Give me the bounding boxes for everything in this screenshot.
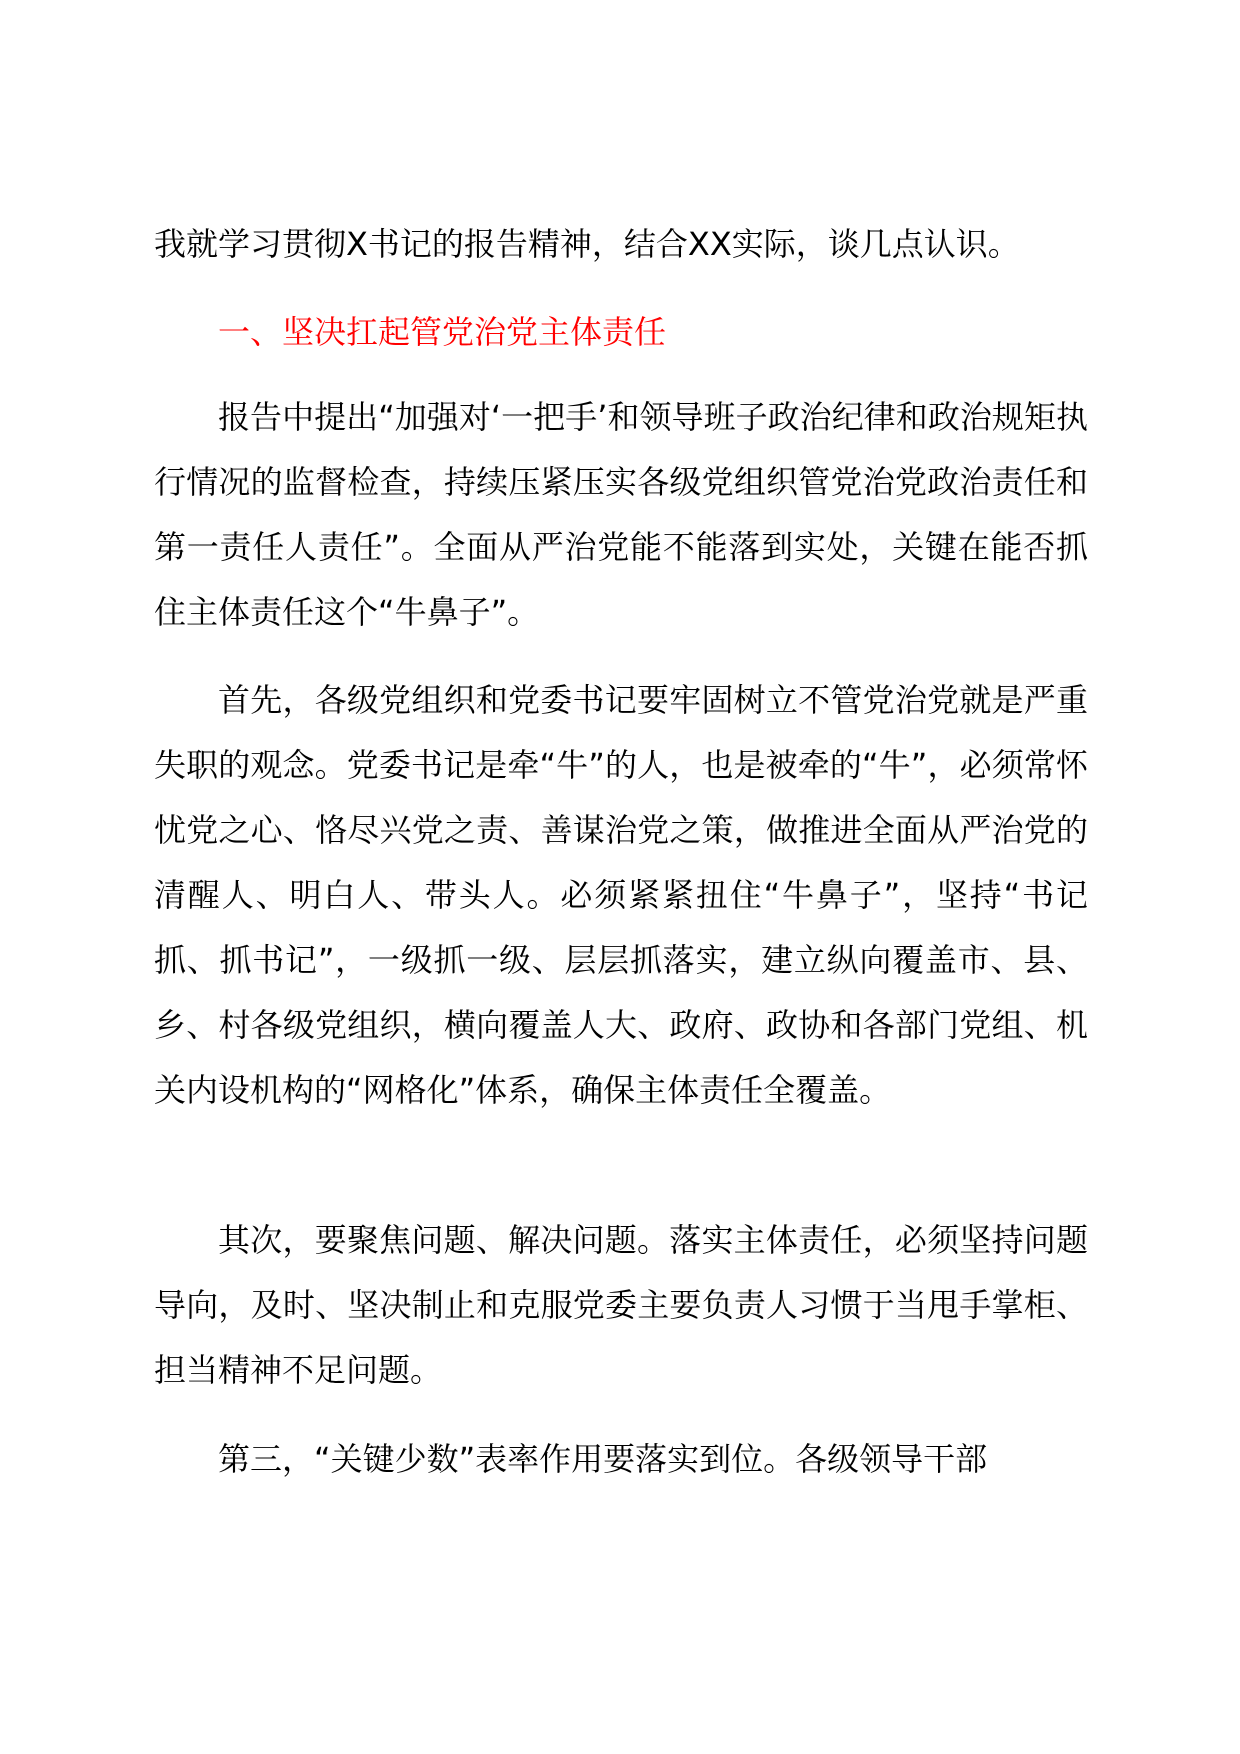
body-paragraph: 报告中提出“加强对‘一把手’和领导班子政治纪律和政治规矩执行情况的监督检查，持续压紧压实各级党组织管党治党政治责任和第一责任人责任”。全面从严治党能不能落到实处，关键在能否抓住主体责任这个“牛鼻子”。 xyxy=(154,398,1088,631)
body-paragraph: 第三，“关键少数”表率作用要落实到位。各级领导干部 xyxy=(218,1440,988,1478)
body-paragraph: 首先，各级党组织和党委书记要牢固树立不管党治党就是严重失职的观念。党委书记是牵“牛”的人，也是被牵的“牛”，必须常怀忧党之心、恪尽兴党之责、善谋治党之策，做推进全面从严治党的清醒人、明白人、带头人。必须紧紧扭住“牛鼻子”，坚持“书记抓、抓书记”，一级抓一级、层层抓落实，建立纵向覆盖市、县、乡、村各级党组织，横向覆盖人大、政府、政协和各部门党组、机关内设机构的“网格化”体系，确保主体责任全覆盖。 xyxy=(154,681,1088,1109)
body-paragraph: 其次，要聚焦问题、解决问题。落实主体责任，必须坚持问题导向，及时、坚决制止和克服党委主要负责人习惯于当甩手掌柜、担当精神不足问题。 xyxy=(154,1221,1088,1389)
section-heading: 一、坚决扛起管党治党主体责任 xyxy=(218,313,667,351)
intro-paragraph: 我就学习贯彻X书记的报告精神，结合XX实际，谈几点认识。 xyxy=(154,225,1020,263)
